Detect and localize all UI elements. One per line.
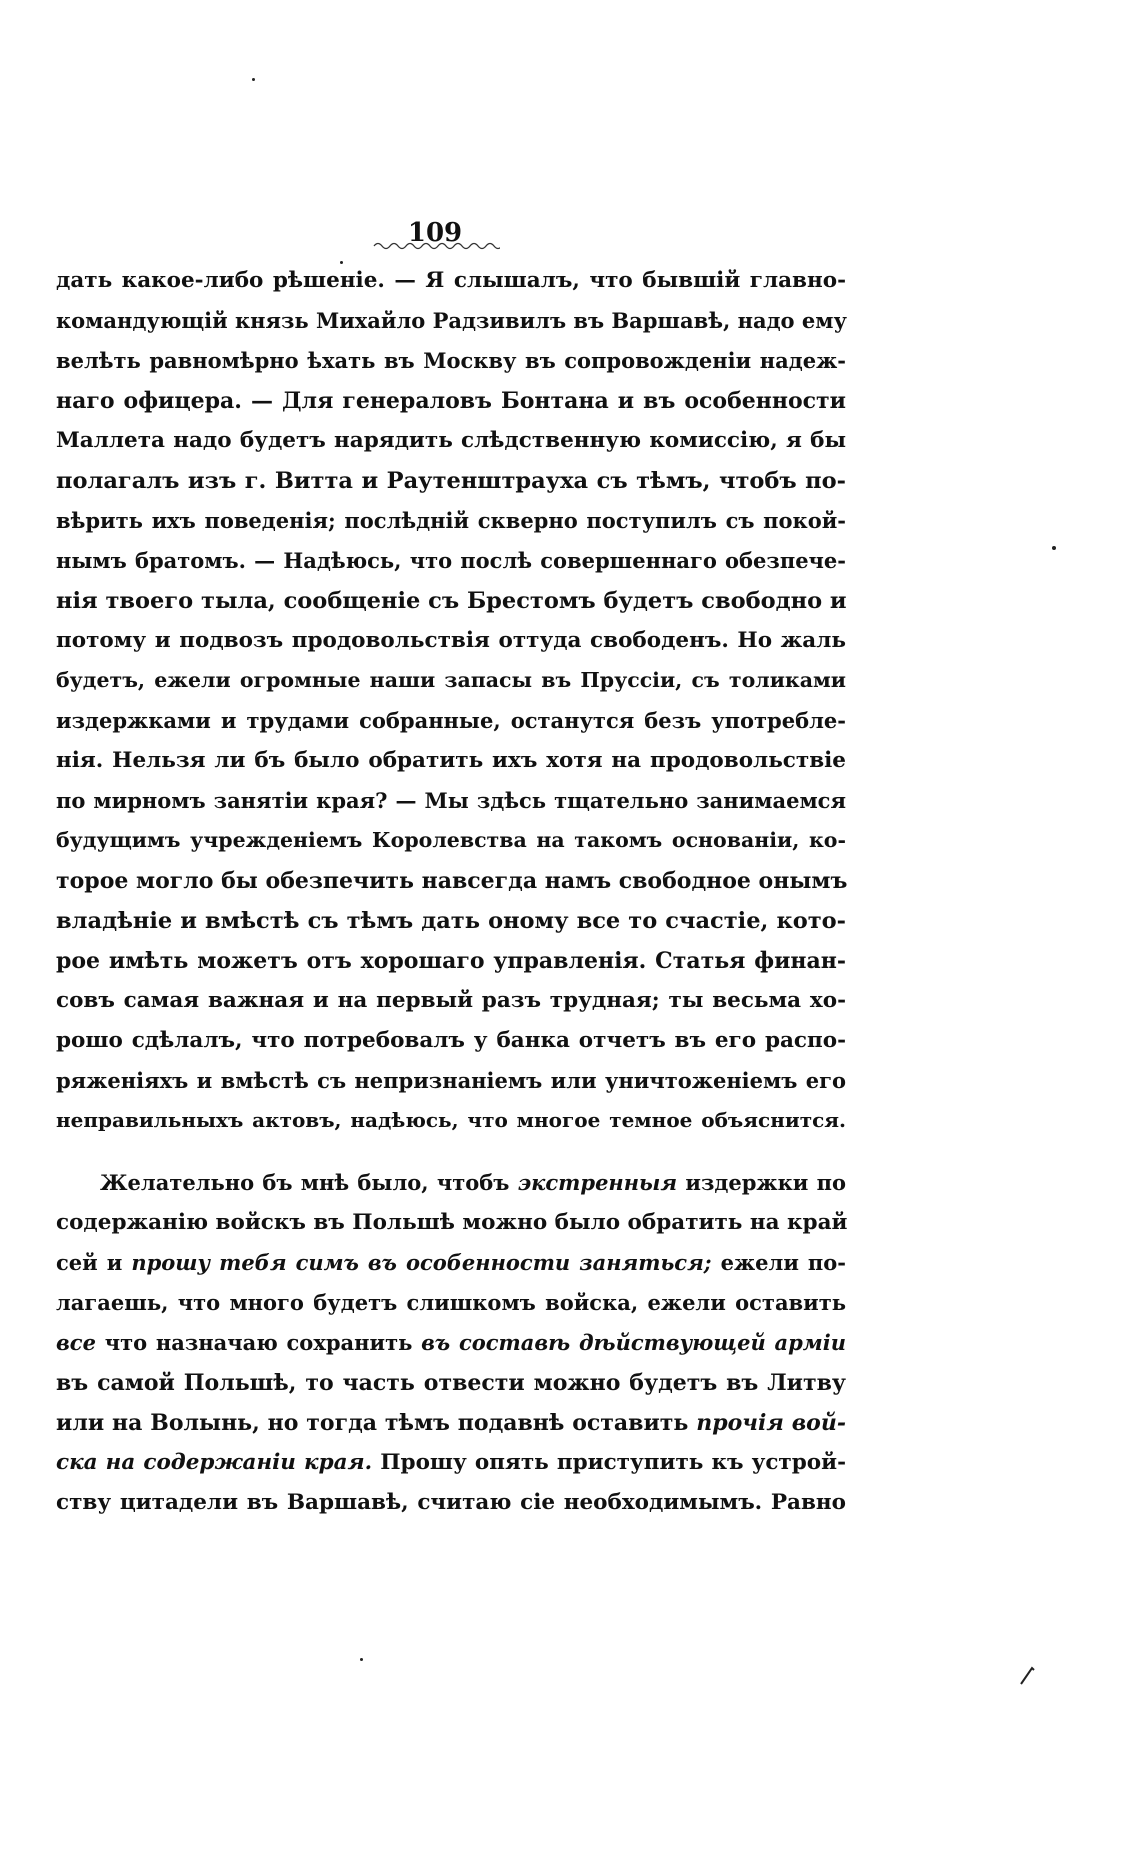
italic-run: экстренныя — [517, 1170, 678, 1195]
text-line: командующій князь Михайло Радзивилъ въ Варшавѣ, надо ему — [56, 308, 847, 333]
text-line: будущимъ учрежденіемъ Королевства на такомъ основаніи, ко- — [56, 828, 846, 852]
text-line: потому и подвозъ продовольствія оттуда свободенъ. Но жаль — [56, 628, 846, 653]
text-run: издержки по — [677, 1170, 847, 1195]
text-line: наго офицера. — Для генераловъ Бонтана и въ особенности — [56, 388, 846, 414]
scan-speck — [360, 1658, 363, 1661]
text-line: Маллета надо будетъ нарядить слѣдственную комиссію, я бы — [56, 428, 846, 453]
text-line: неправильныхъ актовъ, надѣюсь, что многое темное объяснится. — [56, 1108, 846, 1132]
scan-mark — [1018, 1664, 1036, 1686]
text-run: или на Волынь, но тогда тѣмъ подавнѣ оставить — [56, 1410, 697, 1436]
text-run: Прошу опять приступить къ устрой- — [372, 1450, 846, 1475]
text-line — [56, 1250, 846, 1290]
text-line: рое имѣть можетъ отъ хорошаго управленія. Статья финан- — [56, 948, 846, 974]
italic-run: все — [56, 1330, 96, 1355]
text-line — [56, 1330, 846, 1370]
text-line: нія. Нельзя ли бъ было обратить ихъ хотя на продовольствіе — [56, 748, 846, 773]
text-line: въ самой Польшѣ, то часть отвести можно будетъ въ Литву — [56, 1370, 846, 1396]
text-run: что назначаю сохранить — [95, 1330, 422, 1355]
text-line: лагаешь, что много будетъ слишкомъ войска, ежели оставить — [56, 1290, 846, 1315]
scan-speck — [252, 78, 255, 81]
text-line: издержками и трудами собранные, останутся безъ употребле- — [56, 708, 846, 733]
text-line: нія твоего тыла, сообщеніе съ Брестомъ будетъ свободно и — [56, 588, 847, 614]
text-line: ству цитадели въ Варшавѣ, считаю сіе необходимымъ. Равно — [56, 1490, 846, 1515]
text-line — [56, 1170, 846, 1210]
text-line: совъ самая важная и на первый разъ трудная; ты весьма хо- — [56, 988, 846, 1013]
text-run: сей и — [56, 1250, 132, 1275]
italic-run: прошу тебя симъ въ особенности заняться; — [131, 1250, 712, 1275]
text-line: велѣть равномѣрно ѣхать въ Москву въ сопровожденіи надеж- — [56, 348, 846, 373]
ornamental-rule — [372, 238, 500, 254]
text-line: полагалъ изъ г. Витта и Раутенштрауха съ тѣмъ, чтобъ по- — [56, 468, 846, 494]
text-line: содержанію войскъ въ Польшѣ можно было обратить на край — [56, 1210, 848, 1235]
text-line: дать какое-либо рѣшеніе. — Я слышалъ, что бывшій главно- — [56, 268, 846, 293]
text-line: владѣніе и вмѣстѣ съ тѣмъ дать оному все то счастіе, кото- — [56, 908, 846, 934]
italic-run: въ составѣ дѣйствующей арміи — [421, 1330, 846, 1355]
text-line: рошо сдѣлалъ, что потребовалъ у банка отчетъ въ его распо- — [56, 1028, 846, 1053]
text-line: вѣрить ихъ поведенія; послѣдній скверно поступилъ съ покой- — [56, 508, 846, 533]
italic-run: прочія вой- — [696, 1410, 846, 1436]
text-line: по мирномъ занятіи края? — Мы здѣсь тщательно занимаемся — [56, 788, 846, 813]
text-run: Желательно бъ мнѣ было, чтобъ — [100, 1170, 518, 1195]
text-line — [56, 1410, 846, 1450]
text-line: нымъ братомъ. — Надѣюсь, что послѣ совершеннаго обезпече- — [56, 548, 846, 573]
text-run: ежели по- — [711, 1250, 847, 1275]
scan-speck — [1052, 546, 1056, 550]
scan-speck — [340, 261, 343, 264]
page-number: 109 — [407, 218, 463, 248]
text-line: ряженіяхъ и вмѣстѣ съ непризнаніемъ или уничтоженіемъ его — [56, 1068, 846, 1093]
italic-run: ска на содержаніи края. — [56, 1450, 373, 1475]
text-line: будетъ, ежели огромные наши запасы въ Пруссіи, съ толиками — [56, 668, 846, 692]
text-line — [56, 1450, 846, 1490]
text-line: торое могло бы обезпечить навсегда намъ свободное онымъ — [56, 868, 848, 894]
